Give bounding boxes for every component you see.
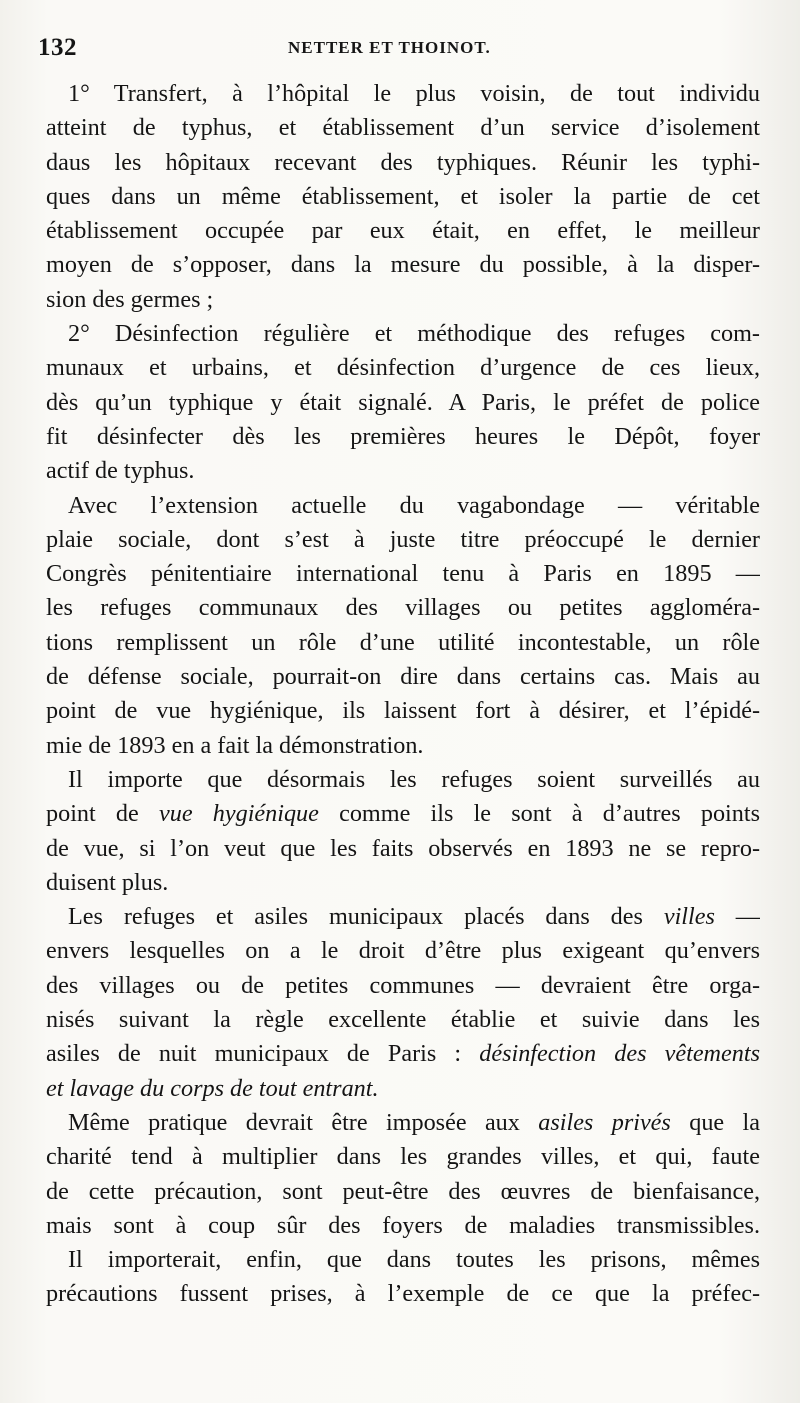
text-line (46, 1072, 760, 1106)
text-line (46, 77, 760, 111)
text-line (46, 763, 760, 797)
line-text: de défense sociale, pourrait-on dire dans certains cas. Mais au (46, 663, 760, 691)
text-line (46, 1037, 760, 1071)
line-text: 2° Désinfection régulière et méthodique des refuges com- (68, 320, 760, 348)
text-line (46, 317, 760, 351)
line-text: plaie sociale, dont s’est à juste titre préoccupé le dernier (46, 525, 760, 553)
text-line (46, 1106, 760, 1140)
running-title: NETTER ET THOINOT. (288, 38, 491, 57)
text-line (46, 1140, 760, 1174)
line-text: envers lesquelles on a le droit d’être plus exigeant qu’envers (46, 937, 760, 965)
line-text: ques dans un même établissement, et isoler la partie de cet (46, 182, 760, 210)
line-text: que la (670, 1108, 760, 1136)
line-text: munaux et urbains, et désinfection d’urgence de ces lieux, (46, 354, 760, 382)
line-italic-text: et lavage du corps de tout entrant. (46, 1074, 379, 1102)
line-italic-text: désinfection des vêtements (479, 1040, 760, 1068)
text-line (46, 454, 760, 488)
line-text: dès qu’un typhique y était signalé. A Paris, le préfet de police (46, 388, 760, 416)
line-text: point de (46, 800, 159, 828)
text-line (46, 591, 760, 625)
line-text: Même pratique devrait être imposée aux (68, 1108, 539, 1136)
text-line (46, 797, 760, 831)
line-text: des villages ou de petites communes — devraient être orga- (46, 971, 760, 999)
line-text: sion des germes ; (46, 285, 214, 313)
line-text: daus les hôpitaux recevant des typhiques. Réunir les typhi- (46, 148, 760, 176)
text-line (46, 1003, 760, 1037)
text-line (46, 729, 760, 763)
text-line (46, 283, 760, 317)
line-text: moyen de s’opposer, dans la mesure du possible, à la disper- (46, 251, 760, 279)
text-line (46, 900, 760, 934)
line-text: actif de typhus. (46, 457, 195, 485)
line-text: charité tend à multiplier dans les grandes villes, et qui, faute (46, 1143, 760, 1171)
text-line (46, 626, 760, 660)
line-text: 1° Transfert, à l’hôpital le plus voisin, de tout individu (68, 80, 760, 107)
line-text: atteint de typhus, et établissement d’un service d’isolement (46, 114, 760, 142)
line-text: point de vue hygiénique, ils laissent fort à désirer, et l’épidé- (46, 697, 760, 725)
line-text: Les refuges et asiles municipaux placés dans des (68, 903, 664, 931)
text-line (46, 420, 760, 454)
line-text: nisés suivant la règle excellente établie et suivie dans les (46, 1006, 760, 1034)
text-line (46, 694, 760, 728)
line-text: mais sont à coup sûr des foyers de maladies transmissibles. (46, 1211, 760, 1239)
line-text: Congrès pénitentiaire international tenu à Paris en 1895 — (46, 560, 760, 588)
text-line (46, 660, 760, 694)
text-line (46, 180, 760, 214)
text-line (46, 146, 760, 180)
line-text: duisent plus. (46, 868, 169, 896)
line-italic-text: villes (663, 903, 715, 931)
text-line (46, 523, 760, 557)
line-text: les refuges communaux des villages ou petites aggloméra- (46, 594, 760, 622)
line-text: mie de 1893 en a fait la démonstration. (46, 731, 424, 759)
body-text (46, 77, 760, 1312)
line-text: tions remplissent un rôle d’une utilité incontestable, un rôle (46, 628, 760, 656)
text-line (46, 1243, 760, 1277)
line-text: comme ils le sont à d’autres points (318, 800, 760, 828)
running-head (38, 30, 760, 70)
text-line (46, 832, 760, 866)
text-line (46, 248, 760, 282)
text-line (46, 351, 760, 385)
text-line (46, 1277, 760, 1311)
text-line (46, 1209, 760, 1243)
line-text: de cette précaution, sont peut-être des œuvres de bienfaisance, (46, 1177, 760, 1205)
line-text: — (714, 903, 760, 931)
text-line (46, 386, 760, 420)
line-text: précautions fussent prises, à l’exemple de ce que la préfec- (46, 1280, 760, 1308)
text-line (46, 969, 760, 1003)
text-line (46, 934, 760, 968)
page-number: 132 (38, 34, 77, 61)
line-text: Il importerait, enfin, que dans toutes les prisons, mêmes (68, 1246, 760, 1274)
text-line (46, 1175, 760, 1209)
text-line (46, 489, 760, 523)
line-text: Il importe que désormais les refuges soient surveillés au (68, 765, 760, 793)
text-line (46, 214, 760, 248)
line-text: asiles de nuit municipaux de Paris : (46, 1040, 480, 1068)
line-italic-text: vue hygiénique (158, 800, 319, 828)
text-line (46, 866, 760, 900)
line-italic-text: asiles privés (538, 1108, 671, 1136)
line-text: de vue, si l’on veut que les faits observés en 1893 ne se repro- (46, 834, 760, 862)
line-text: Avec l’extension actuelle du vagabondage — véritable (68, 491, 760, 519)
line-text: fit désinfecter dès les premières heures le Dépôt, foyer (46, 422, 760, 450)
text-line (46, 557, 760, 591)
text-line (46, 111, 760, 145)
line-text: établissement occupée par eux était, en effet, le meilleur (46, 217, 760, 245)
